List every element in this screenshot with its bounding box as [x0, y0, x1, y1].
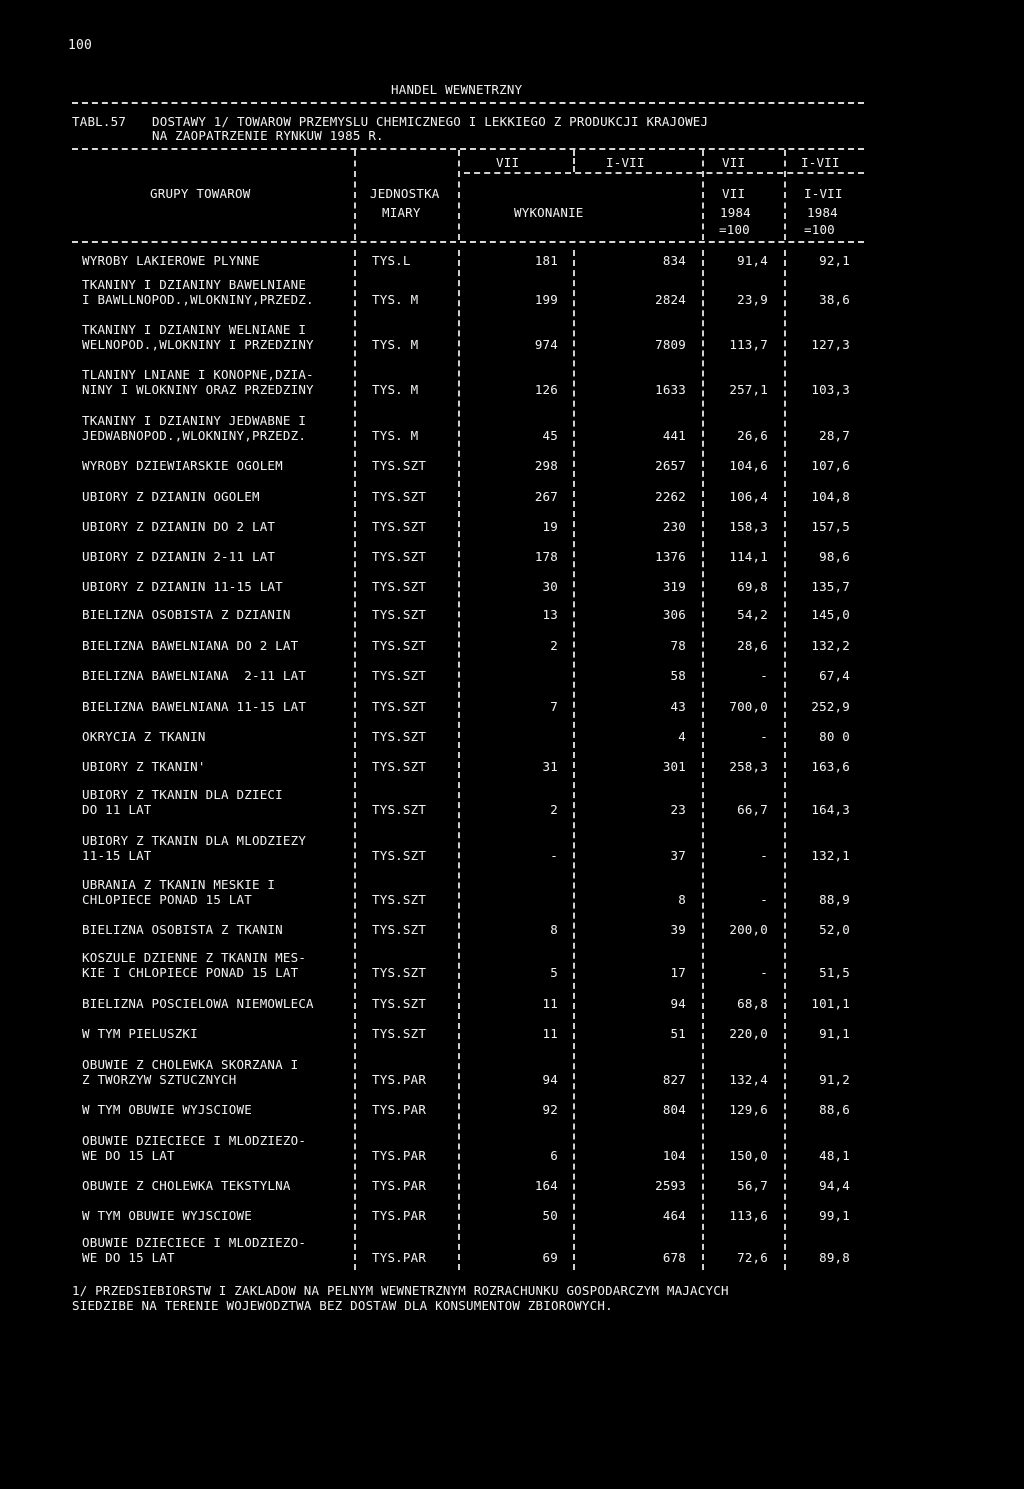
row-name-line2: JEDWABNOPOD.,WLOKNINY,PRZEDZ. — [82, 428, 307, 443]
row-vii-value: 178 — [534, 549, 558, 564]
row-unit: TYS.SZT — [372, 549, 427, 564]
row-index-vii: 200,0 — [729, 922, 768, 937]
header-vii-sub1: VII — [722, 186, 746, 201]
row-vii-value: 2 — [550, 638, 558, 653]
row-vii-value: - — [550, 848, 558, 863]
row-name: BIELIZNA OSOBISTA Z TKANIN — [82, 922, 283, 937]
row-unit: TYS.SZT — [372, 1026, 427, 1041]
body-sep-vii — [458, 250, 460, 1270]
row-name-line1: KOSZULE DZIENNE Z TKANIN MES- — [82, 950, 307, 965]
row-index-ivii: 38,6 — [819, 292, 850, 307]
row-index-ivii: 157,5 — [811, 519, 850, 534]
row-unit: TYS.SZT — [372, 922, 427, 937]
header-ivii-sub1: I-VII — [804, 186, 843, 201]
row-index-ivii: 252,9 — [811, 699, 850, 714]
row-index-ivii: 135,7 — [811, 579, 850, 594]
header-vii: VII — [496, 155, 520, 170]
body-sep-idx1 — [702, 250, 704, 1270]
row-ivii-value: 441 — [662, 428, 686, 443]
row-index-vii: - — [760, 848, 768, 863]
row-index-vii: 91,4 — [737, 253, 768, 268]
row-name: OKRYCIA Z TKANIN — [82, 729, 206, 744]
row-ivii-value: 1633 — [655, 382, 686, 397]
col-sep-ivii-head — [573, 150, 575, 172]
footnote-line1: 1/ PRZEDSIEBIORSTW I ZAKLADOW NA PELNYM WEWNETRZNYM ROZRACHUNKU GOSPODARCZYM MAJACYCH — [72, 1283, 729, 1298]
row-unit: TYS.SZT — [372, 607, 427, 622]
row-ivii-value: 804 — [662, 1102, 686, 1117]
row-index-ivii: 132,2 — [811, 638, 850, 653]
row-vii-value: 11 — [542, 1026, 558, 1041]
row-ivii-value: 2824 — [655, 292, 686, 307]
section-title: HANDEL WEWNETRZNY — [391, 82, 523, 97]
row-unit: TYS.SZT — [372, 802, 427, 817]
row-ivii-value: 7809 — [655, 337, 686, 352]
header-i-vii: I-VII — [606, 155, 645, 170]
row-unit: TYS.SZT — [372, 668, 427, 683]
row-index-ivii: 163,6 — [811, 759, 850, 774]
row-unit: TYS.PAR — [372, 1102, 427, 1117]
row-ivii-value: 464 — [662, 1208, 686, 1223]
row-index-ivii: 103,3 — [811, 382, 850, 397]
row-name-line1: OBUWIE DZIECIECE I MLODZIEZO- — [82, 1133, 307, 1148]
row-unit: TYS.SZT — [372, 638, 427, 653]
table-title-line2: NA ZAOPATRZENIE RYNKUW 1985 R. — [152, 128, 384, 143]
row-vii-value: 974 — [534, 337, 558, 352]
row-index-vii: 72,6 — [737, 1250, 768, 1265]
row-index-vii: 23,9 — [737, 292, 768, 307]
row-name: BIELIZNA OSOBISTA Z DZIANIN — [82, 607, 291, 622]
row-index-ivii: 98,6 — [819, 549, 850, 564]
row-ivii-value: 2657 — [655, 458, 686, 473]
row-ivii-value: 104 — [662, 1148, 686, 1163]
row-index-vii: 158,3 — [729, 519, 768, 534]
row-unit: TYS.SZT — [372, 458, 427, 473]
row-name: UBIORY Z TKANIN' — [82, 759, 206, 774]
row-index-vii: 700,0 — [729, 699, 768, 714]
row-name: BIELIZNA BAWELNIANA DO 2 LAT — [82, 638, 299, 653]
row-unit: TYS.SZT — [372, 699, 427, 714]
row-ivii-value: 319 — [662, 579, 686, 594]
row-unit: TYS. M — [372, 382, 419, 397]
row-index-ivii: 132,1 — [811, 848, 850, 863]
row-name-line2: WELNOPOD.,WLOKNINY I PRZEDZINY — [82, 337, 314, 352]
row-vii-value: 45 — [542, 428, 558, 443]
row-vii-value: 164 — [534, 1178, 558, 1193]
row-index-ivii: 67,4 — [819, 668, 850, 683]
row-unit: TYS.PAR — [372, 1148, 427, 1163]
row-ivii-value: 301 — [662, 759, 686, 774]
row-unit: TYS.SZT — [372, 965, 427, 980]
row-index-vii: 66,7 — [737, 802, 768, 817]
row-index-vii: 257,1 — [729, 382, 768, 397]
col-sep-idx2 — [784, 150, 786, 240]
row-ivii-value: 8 — [678, 892, 686, 907]
row-vii-value: 7 — [550, 699, 558, 714]
table-label: TABL.57 — [72, 114, 127, 129]
row-ivii-value: 2262 — [655, 489, 686, 504]
row-vii-value: 69 — [542, 1250, 558, 1265]
row-index-ivii: 80 0 — [819, 729, 850, 744]
row-ivii-value: 2593 — [655, 1178, 686, 1193]
header-rule — [72, 241, 864, 243]
row-vii-value: 267 — [534, 489, 558, 504]
row-name-line2: DO 11 LAT — [82, 802, 152, 817]
row-ivii-value: 834 — [662, 253, 686, 268]
body-sep-unit — [354, 250, 356, 1270]
row-vii-value: 94 — [542, 1072, 558, 1087]
row-unit: TYS.L — [372, 253, 411, 268]
row-index-ivii: 104,8 — [811, 489, 850, 504]
row-vii-value: 199 — [534, 292, 558, 307]
header-groups: GRUPY TOWAROW — [150, 186, 251, 201]
row-index-vii: 54,2 — [737, 607, 768, 622]
header-unit-line2: MIARY — [382, 205, 421, 220]
row-vii-value: 30 — [542, 579, 558, 594]
row-name-line1: UBRANIA Z TKANIN MESKIE I — [82, 877, 276, 892]
row-vii-value: 181 — [534, 253, 558, 268]
row-vii-value: 5 — [550, 965, 558, 980]
header-ivii-sub3: =100 — [804, 222, 835, 237]
row-name-line1: TKANINY I DZIANINY JEDWABNE I — [82, 413, 307, 428]
row-vii-value: 31 — [542, 759, 558, 774]
row-index-vii: 258,3 — [729, 759, 768, 774]
table-title-line1: DOSTAWY 1/ TOWAROW PRZEMYSLU CHEMICZNEGO I LEKKIEGO Z PRODUKCJI KRAJOWEJ — [152, 114, 709, 129]
row-name-line2: WE DO 15 LAT — [82, 1250, 175, 1265]
row-unit: TYS.PAR — [372, 1250, 427, 1265]
title-rule — [72, 148, 864, 150]
row-name: UBIORY Z DZIANIN 2-11 LAT — [82, 549, 276, 564]
row-unit: TYS.SZT — [372, 759, 427, 774]
row-index-ivii: 94,4 — [819, 1178, 850, 1193]
row-index-vii: 68,8 — [737, 996, 768, 1011]
row-name: UBIORY Z DZIANIN OGOLEM — [82, 489, 260, 504]
row-index-vii: 220,0 — [729, 1026, 768, 1041]
row-index-ivii: 101,1 — [811, 996, 850, 1011]
row-ivii-value: 39 — [670, 922, 686, 937]
col-sep-unit — [354, 150, 356, 240]
row-index-ivii: 51,5 — [819, 965, 850, 980]
row-name-line2: I BAWLLNOPOD.,WLOKNINY,PRZEDZ. — [82, 292, 314, 307]
row-index-ivii: 164,3 — [811, 802, 850, 817]
row-name-line1: TLANINY LNIANE I KONOPNE,DZIA- — [82, 367, 314, 382]
header-wykonanie: WYKONANIE — [514, 205, 584, 220]
header-i-vii-right: I-VII — [801, 155, 840, 170]
header-subrule — [464, 172, 864, 174]
row-name: W TYM OBUWIE WYJSCIOWE — [82, 1208, 252, 1223]
row-index-ivii: 107,6 — [811, 458, 850, 473]
row-unit: TYS. M — [372, 292, 419, 307]
row-name: W TYM PIELUSZKI — [82, 1026, 198, 1041]
row-name-line1: UBIORY Z TKANIN DLA MLODZIEZY — [82, 833, 307, 848]
row-name: UBIORY Z DZIANIN 11-15 LAT — [82, 579, 283, 594]
row-name-line2: NINY I WLOKNINY ORAZ PRZEDZINY — [82, 382, 314, 397]
row-name-line1: OBUWIE DZIECIECE I MLODZIEZO- — [82, 1235, 307, 1250]
top-rule — [72, 102, 864, 104]
row-ivii-value: 43 — [670, 699, 686, 714]
row-vii-value: 2 — [550, 802, 558, 817]
row-unit: TYS.SZT — [372, 848, 427, 863]
row-name: UBIORY Z DZIANIN DO 2 LAT — [82, 519, 276, 534]
body-sep-ivii — [573, 250, 575, 1270]
row-unit: TYS. M — [372, 337, 419, 352]
row-name-line1: UBIORY Z TKANIN DLA DZIECI — [82, 787, 283, 802]
row-vii-value: 8 — [550, 922, 558, 937]
row-index-ivii: 91,2 — [819, 1072, 850, 1087]
row-index-vii: 26,6 — [737, 428, 768, 443]
header-vii-sub3: =100 — [719, 222, 750, 237]
row-index-vii: 113,6 — [729, 1208, 768, 1223]
row-ivii-value: 230 — [662, 519, 686, 534]
row-vii-value: 298 — [534, 458, 558, 473]
row-unit: TYS.SZT — [372, 519, 427, 534]
row-name-line2: KIE I CHLOPIECE PONAD 15 LAT — [82, 965, 299, 980]
row-name: WYROBY DZIEWIARSKIE OGOLEM — [82, 458, 283, 473]
row-unit: TYS.PAR — [372, 1178, 427, 1193]
row-index-vii: 28,6 — [737, 638, 768, 653]
page-number: 100 — [68, 38, 93, 53]
row-name: BIELIZNA BAWELNIANA 2-11 LAT — [82, 668, 307, 683]
row-index-ivii: 48,1 — [819, 1148, 850, 1163]
row-vii-value: 13 — [542, 607, 558, 622]
row-unit: TYS.SZT — [372, 892, 427, 907]
row-vii-value: 19 — [542, 519, 558, 534]
row-index-vii: - — [760, 965, 768, 980]
col-sep-vii — [458, 150, 460, 240]
row-index-ivii: 91,1 — [819, 1026, 850, 1041]
row-ivii-value: 51 — [670, 1026, 686, 1041]
row-name-line2: Z TWORZYW SZTUCZNYCH — [82, 1072, 237, 1087]
row-index-vii: 104,6 — [729, 458, 768, 473]
row-index-vii: - — [760, 892, 768, 907]
row-name-line2: 11-15 LAT — [82, 848, 152, 863]
row-index-ivii: 99,1 — [819, 1208, 850, 1223]
row-index-ivii: 92,1 — [819, 253, 850, 268]
row-unit: TYS.PAR — [372, 1072, 427, 1087]
row-unit: TYS.SZT — [372, 489, 427, 504]
row-vii-value: 11 — [542, 996, 558, 1011]
row-ivii-value: 37 — [670, 848, 686, 863]
col-sep-idx1 — [702, 150, 704, 240]
footnote-line2: SIEDZIBE NA TERENIE WOJEWODZTWA BEZ DOSTAW DLA KONSUMENTOW ZBIOROWYCH. — [72, 1298, 613, 1313]
row-vii-value: 126 — [534, 382, 558, 397]
row-name: BIELIZNA POSCIELOWA NIEMOWLECA — [82, 996, 314, 1011]
row-index-vii: 114,1 — [729, 549, 768, 564]
row-name: OBUWIE Z CHOLEWKA TEKSTYLNA — [82, 1178, 291, 1193]
row-ivii-value: 17 — [670, 965, 686, 980]
row-index-vii: 132,4 — [729, 1072, 768, 1087]
row-vii-value: 6 — [550, 1148, 558, 1163]
row-index-ivii: 89,8 — [819, 1250, 850, 1265]
row-unit: TYS.SZT — [372, 729, 427, 744]
row-index-vii: 113,7 — [729, 337, 768, 352]
row-index-vii: 129,6 — [729, 1102, 768, 1117]
row-ivii-value: 1376 — [655, 549, 686, 564]
row-index-vii: 150,0 — [729, 1148, 768, 1163]
row-index-ivii: 52,0 — [819, 922, 850, 937]
row-unit: TYS.SZT — [372, 579, 427, 594]
row-index-ivii: 28,7 — [819, 428, 850, 443]
row-name-line1: OBUWIE Z CHOLEWKA SKORZANA I — [82, 1057, 299, 1072]
row-ivii-value: 4 — [678, 729, 686, 744]
row-ivii-value: 58 — [670, 668, 686, 683]
header-unit-line1: JEDNOSTKA — [370, 186, 440, 201]
header-ivii-sub2: 1984 — [807, 205, 838, 220]
header-vii-sub2: 1984 — [720, 205, 751, 220]
row-ivii-value: 827 — [662, 1072, 686, 1087]
row-ivii-value: 306 — [662, 607, 686, 622]
header-vii-right: VII — [722, 155, 746, 170]
row-index-ivii: 145,0 — [811, 607, 850, 622]
row-index-vii: - — [760, 729, 768, 744]
row-index-ivii: 127,3 — [811, 337, 850, 352]
row-ivii-value: 23 — [670, 802, 686, 817]
row-name-line2: CHLOPIECE PONAD 15 LAT — [82, 892, 252, 907]
row-vii-value: 50 — [542, 1208, 558, 1223]
row-unit: TYS.PAR — [372, 1208, 427, 1223]
row-index-ivii: 88,9 — [819, 892, 850, 907]
row-index-vii: 69,8 — [737, 579, 768, 594]
row-name-line1: TKANINY I DZIANINY BAWELNIANE — [82, 277, 307, 292]
row-index-vii: - — [760, 668, 768, 683]
row-ivii-value: 94 — [670, 996, 686, 1011]
row-unit: TYS. M — [372, 428, 419, 443]
row-name: BIELIZNA BAWELNIANA 11-15 LAT — [82, 699, 307, 714]
row-name: WYROBY LAKIEROWE PLYNNE — [82, 253, 260, 268]
row-index-vii: 56,7 — [737, 1178, 768, 1193]
row-name-line2: WE DO 15 LAT — [82, 1148, 175, 1163]
row-index-ivii: 88,6 — [819, 1102, 850, 1117]
row-vii-value: 92 — [542, 1102, 558, 1117]
row-unit: TYS.SZT — [372, 996, 427, 1011]
row-name: W TYM OBUWIE WYJSCIOWE — [82, 1102, 252, 1117]
row-index-vii: 106,4 — [729, 489, 768, 504]
row-ivii-value: 678 — [662, 1250, 686, 1265]
row-name-line1: TKANINY I DZIANINY WELNIANE I — [82, 322, 307, 337]
row-ivii-value: 78 — [670, 638, 686, 653]
